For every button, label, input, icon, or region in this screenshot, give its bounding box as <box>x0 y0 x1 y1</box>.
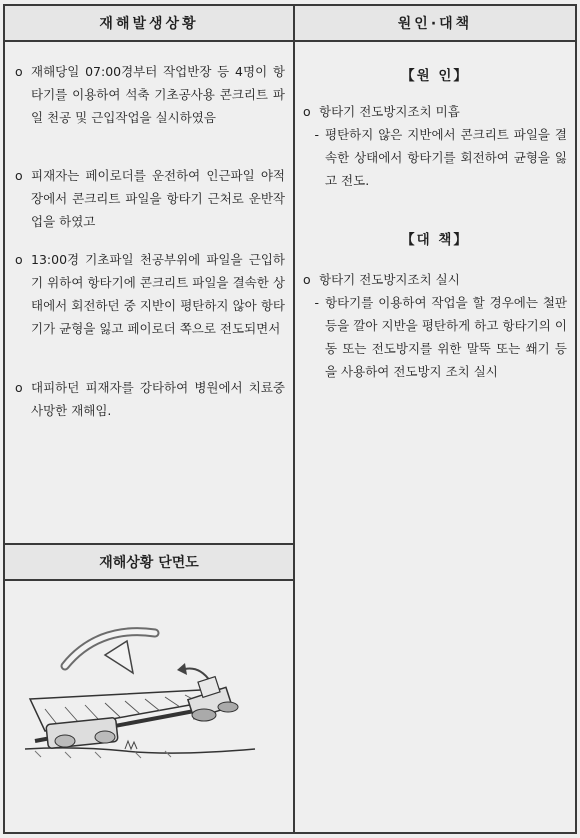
bullet-mark: o <box>15 380 23 395</box>
cause-detail-text: 평탄하지 않은 지반에서 콘크리트 파일을 결속한 상태에서 항타기를 회전하여 균형을 잃고 전도. <box>325 127 567 188</box>
situation-column <box>5 6 295 832</box>
cause-countermeasure-header: 원인·대책 <box>295 6 575 42</box>
situation-paragraph-1 <box>15 60 285 129</box>
diagram-area <box>5 581 293 832</box>
bullet-mark: o <box>15 64 23 79</box>
countermeasure-item <box>303 268 567 291</box>
dash-mark: - <box>314 127 319 142</box>
bullet-mark: o <box>15 252 23 267</box>
situation-header: 재해발생상황 <box>5 6 293 42</box>
bullet-mark: o <box>303 272 311 287</box>
countermeasure-item-text: 항타기 전도방지조치 실시 <box>319 272 460 287</box>
situation-text-2: 피재자는 페이로더를 운전하여 인근파일 야적장에서 콘크리트 파일을 항타기 근처로 운반작업을 하였고 <box>31 168 285 229</box>
situation-paragraph-4 <box>15 376 285 422</box>
cause-title: 【원 인】 <box>401 68 469 84</box>
cause-item-text: 항타기 전도방지조치 미흡 <box>319 104 460 119</box>
situation-text-3: 13:00경 기초파일 천공부위에 파일을 근입하기 위하여 항타기에 콘크리트 파일을 결속한 상태에서 회전하던 중 지반이 평탄하지 않아 항타기가 균형을 잃고 페이로더 쪽으로 전도되면서 <box>31 252 285 336</box>
accident-table <box>3 4 577 834</box>
bullet-mark: o <box>303 104 311 119</box>
situation-paragraph-2 <box>15 164 285 233</box>
countermeasure-detail <box>303 291 567 383</box>
dash-mark: - <box>314 295 319 310</box>
countermeasure-title: 【대 책】 <box>401 232 469 248</box>
pile-driver-overturn-illustration-icon <box>5 581 293 832</box>
cause-countermeasure-column <box>295 6 575 832</box>
situation-paragraph-3 <box>15 248 285 340</box>
situation-text-4: 대피하던 피재자를 강타하여 병원에서 치료중 사망한 재해임. <box>31 380 285 418</box>
situation-text-1: 재해당일 07:00경부터 작업반장 등 4명이 항타기를 이용하여 석축 기초공사용 콘크리트 파일 천공 및 근입작업을 실시하였음 <box>31 64 285 125</box>
countermeasure-detail-text: 항타기를 이용하여 작업을 할 경우에는 철판 등을 깔아 지반을 평탄하게 하고 항타기의 이동 또는 전도방지를 위한 말뚝 또는 쐐기 등을 사용하여 전도방지 조치 실시 <box>325 295 567 379</box>
bullet-mark: o <box>15 168 23 183</box>
cause-detail <box>303 123 567 192</box>
cause-item <box>303 100 567 123</box>
diagram-header: 재해상황 단면도 <box>5 545 293 581</box>
